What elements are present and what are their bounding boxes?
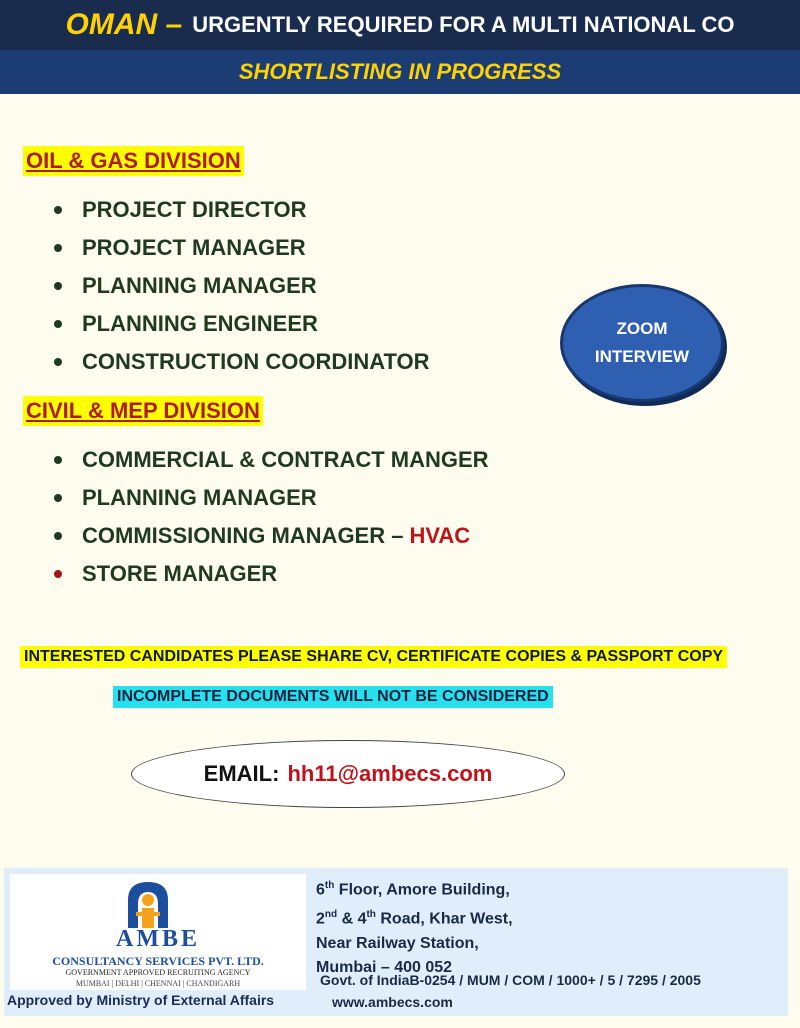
bullet-icon <box>54 570 62 578</box>
country-title: OMAN – <box>65 8 183 41</box>
bullet-icon <box>54 494 62 502</box>
logo-name: AMBE <box>116 926 200 952</box>
share-documents-notice: INTERESTED CANDIDATES PLEASE SHARE CV, CERTIFICATE COPIES & PASSPORT COPY <box>20 646 727 668</box>
list-item: PROJECT MANAGER <box>50 229 430 267</box>
email-label: EMAIL: <box>203 761 280 786</box>
hvac-highlight: HVAC <box>409 523 471 548</box>
logo-tagline: GOVERNMENT APPROVED RECRUITING AGENCY <box>65 968 251 977</box>
logo-cities: MUMBAI | DELHI | CHENNAI | CHANDIGARH <box>75 979 241 988</box>
oil-gas-job-list <box>50 191 430 381</box>
email-callout <box>131 740 565 808</box>
bullet-icon <box>54 456 62 464</box>
zoom-interview-badge: ZOOM INTERVIEW <box>560 284 724 402</box>
division-title-oil-gas: OIL & GAS DIVISION <box>23 146 244 176</box>
list-item: STORE MANAGER <box>50 555 489 593</box>
header-subtitle: URGENTLY REQUIRED FOR A MULTI NATIONAL CO <box>192 12 735 37</box>
status-text: SHORTLISTING IN PROGRESS <box>238 59 562 84</box>
status-banner <box>0 50 800 94</box>
footer <box>4 868 788 1016</box>
list-item: PLANNING MANAGER <box>50 267 430 305</box>
bullet-icon <box>54 282 62 290</box>
header-banner <box>0 0 800 50</box>
civil-mep-job-list <box>50 441 489 593</box>
bullet-icon <box>54 320 62 328</box>
bullet-icon <box>54 358 62 366</box>
bullet-icon <box>54 206 62 214</box>
incomplete-documents-notice: INCOMPLETE DOCUMENTS WILL NOT BE CONSIDERED <box>113 686 553 708</box>
list-item: PLANNING ENGINEER <box>50 305 430 343</box>
email-link[interactable]: hh11@ambecs.com <box>287 761 493 786</box>
list-item: PLANNING MANAGER <box>50 479 489 517</box>
logo-company: CONSULTANCY SERVICES PVT. LTD. <box>52 954 264 968</box>
approved-text: Approved by Ministry of External Affairs <box>7 992 275 1008</box>
list-item: PROJECT DIRECTOR <box>50 191 430 229</box>
division-title-civil-mep: CIVIL & MEP DIVISION <box>23 396 263 426</box>
list-item: COMMISSIONING MANAGER – HVAC <box>50 517 489 555</box>
list-item: CONSTRUCTION COORDINATOR <box>50 343 430 381</box>
list-item: COMMERCIAL & CONTRACT MANGER <box>50 441 489 479</box>
bullet-icon <box>54 532 62 540</box>
company-logo <box>10 874 306 990</box>
govt-registration: Govt. of IndiaB-0254 / MUM / COM / 1000+ / 5 / 7295 / 2005 <box>320 972 701 988</box>
company-address: 6th Floor, Amore Building, 2nd & 4th Road, Khar West, Near Railway Station, Mumbai – 400 052 <box>316 880 513 977</box>
website-link[interactable]: www.ambecs.com <box>332 994 453 1010</box>
bullet-icon <box>54 244 62 252</box>
